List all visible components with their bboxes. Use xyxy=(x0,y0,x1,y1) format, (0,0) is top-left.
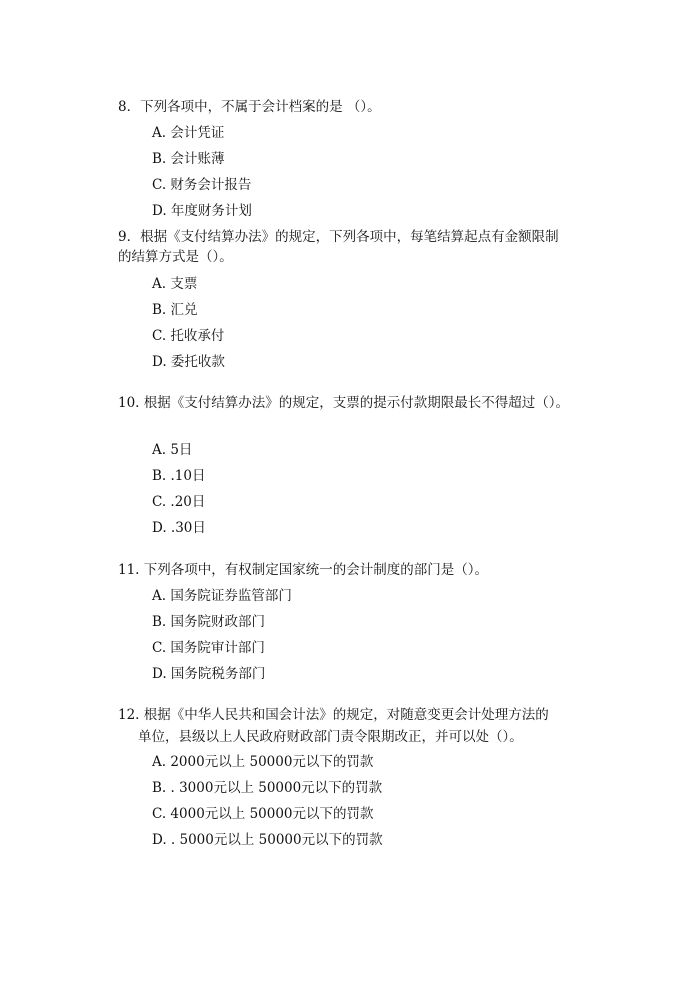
question-9-option-a: A. 支票 xyxy=(152,276,198,292)
question-8-option-b: B. 会计账薄 xyxy=(152,151,225,167)
question-10-option-a: A. 5日 xyxy=(152,442,193,458)
question-11-stem: 11. 下列各项中，有权制定国家统一的会计制度的部门是（）。 xyxy=(118,562,489,578)
question-12-option-b: B. . 3000元以上 50000元以下的罚款 xyxy=(152,780,383,796)
question-12-option-d: D. . 5000元以上 50000元以下的罚款 xyxy=(152,832,383,848)
question-10-stem: 10. 根据《支付结算办法》的规定，支票的提示付款期限最长不得超过（）。 xyxy=(118,395,570,411)
question-12-stem-line1: 12. 根据《中华人民共和国会计法》的规定，对随意变更会计处理方法的 xyxy=(118,707,549,723)
question-9-option-d: D. 委托收款 xyxy=(152,354,225,370)
question-8-option-a: A. 会计凭证 xyxy=(152,125,225,141)
question-10-option-d: D. .30日 xyxy=(152,520,206,536)
question-9-stem-line2: 的结算方式是（）。 xyxy=(118,249,233,265)
question-8-stem: 8．下列各项中，不属于会计档案的是 （）。 xyxy=(118,99,381,115)
question-11-option-d: D. 国务院税务部门 xyxy=(152,666,266,682)
question-11-option-c: C. 国务院审计部门 xyxy=(152,640,265,656)
question-8-option-c: C. 财务会计报告 xyxy=(152,177,252,193)
question-9-option-c: C. 托收承付 xyxy=(152,328,225,344)
question-8-option-d: D. 年度财务计划 xyxy=(152,203,252,219)
question-9-stem-line1: 9．根据《支付结算办法》的规定，下列各项中，每笔结算起点有金额限制 xyxy=(118,229,559,245)
question-12-option-a: A. 2000元以上 50000元以下的罚款 xyxy=(152,754,374,770)
question-10-option-b: B. .10日 xyxy=(152,468,206,484)
question-12-stem-line2: 单位，县级以上人民政府财政部门责令限期改正，并可以处（）。 xyxy=(138,729,523,745)
question-9-option-b: B. 汇兑 xyxy=(152,302,198,318)
question-10-option-c: C. .20日 xyxy=(152,494,206,510)
question-11-option-b: B. 国务院财政部门 xyxy=(152,614,266,630)
question-11-option-a: A. 国务院证券监管部门 xyxy=(152,588,292,604)
question-12-option-c: C. 4000元以上 50000元以下的罚款 xyxy=(152,806,374,822)
